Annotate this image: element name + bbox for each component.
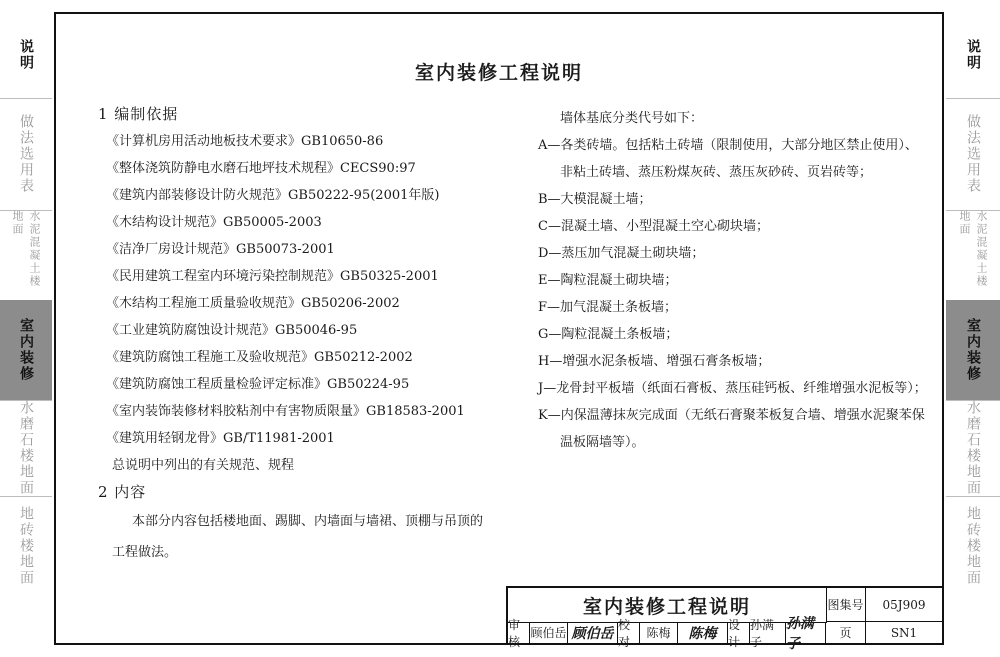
wall-type: 温板隔墙等）。	[560, 435, 645, 450]
side-tab-dizhuan[interactable]: 地砖楼地面	[965, 506, 981, 586]
side-tab-shuoming[interactable]: 说明	[0, 12, 52, 99]
title-block	[506, 586, 942, 652]
side-tab-zuofa[interactable]: 做法选用表	[946, 98, 1000, 211]
wall-type: 非粘土砖墙、蒸压粉煤灰砖、蒸压灰砂砖、页岩砖等；	[560, 165, 873, 180]
side-tab-shinei[interactable]: 室内装修	[0, 300, 52, 401]
page-number: SN1	[890, 625, 918, 640]
side-tab-shuoming[interactable]: 说明	[946, 12, 1000, 99]
wall-type: B—大模混凝土墙；	[538, 192, 652, 207]
designer-signature: 孙满子	[786, 622, 826, 643]
standard-item: 《木结构工程施工质量验收规范》GB50206-2002	[106, 296, 400, 311]
reviewer-name: 顾伯岳	[530, 622, 568, 643]
side-tab-shinei[interactable]: 室内装修	[946, 300, 1000, 401]
side-tab-shuimoshi[interactable]: 水磨石楼地面	[946, 400, 1000, 497]
standard-item: 《建筑用轻钢龙骨》GB/T11981-2001	[106, 431, 335, 446]
standard-item: 《民用建筑工程室内环境污染控制规范》GB50325-2001	[106, 269, 439, 284]
side-tab-zuofa[interactable]: 做法选用表	[0, 98, 52, 211]
atlas-number: 05J909	[866, 588, 942, 622]
standard-item: 《洁净厂房设计规范》GB50073-2001	[106, 242, 335, 257]
standard-item: 《建筑防腐蚀工程施工及验收规范》GB50212-2002	[106, 350, 413, 365]
section2-text: 工程做法。	[112, 545, 178, 560]
standard-item: 《建筑内部装修设计防火规范》GB50222-95(2001年版)	[106, 188, 440, 203]
section1-heading: 1 编制依据	[98, 105, 179, 123]
standard-item: 《建筑防腐蚀工程质量检验评定标准》GB50224-95	[106, 377, 410, 392]
wall-type: E—陶粒混凝土砌块墙；	[538, 273, 678, 288]
side-tab-dizhuan[interactable]: 地砖楼地面	[18, 506, 34, 586]
checker-name: 陈梅	[640, 622, 678, 643]
wall-type: A—各类砖墙。包括粘土砖墙（限制使用，大部分地区禁止使用）、	[538, 138, 918, 153]
side-tab-shuimoshi[interactable]: 水磨石楼地面	[0, 400, 52, 497]
standard-item: 《木结构设计规范》GB50005-2003	[106, 215, 322, 230]
standards-note: 总说明中列出的有关规范、规程	[112, 458, 295, 473]
side-tab-shuini[interactable]: 水泥混凝土楼地面	[0, 210, 52, 301]
page-label: 页	[826, 622, 866, 643]
section2-text: 本部分内容包括楼地面、踢脚、内墙面与墙裙、顶棚与吊顶的	[132, 514, 484, 529]
standard-item: 《室内装饰装修材料胶粘剂中有害物质限量》GB18583-2001	[106, 404, 465, 419]
side-tab-shuini[interactable]: 水泥混凝土楼地面	[946, 210, 1000, 301]
wall-type: H—增强水泥条板墙、增强石膏条板墙；	[538, 354, 771, 369]
drawing-frame	[54, 12, 944, 652]
left-column	[98, 101, 518, 568]
design-label: 设计	[728, 622, 750, 643]
review-label: 审核	[508, 622, 530, 643]
wall-type: J—龙骨封平板墙（纸面石膏板、蒸压硅钙板、纤维增强水泥板等）；	[538, 381, 927, 396]
page-title: 室内装修工程说明	[414, 62, 583, 84]
atlas-label: 图集号	[826, 588, 866, 622]
wall-type: K—内保温薄抹灰完成面（无纸石膏聚苯板复合墙、增强水泥聚苯保	[538, 408, 925, 423]
wall-type: F—加气混凝土条板墙；	[538, 300, 678, 315]
wall-type: G—陶粒混凝土条板墙；	[538, 327, 679, 342]
standard-item: 《工业建筑防腐蚀设计规范》GB50046-95	[106, 323, 358, 338]
reviewer-signature: 顾伯岳	[568, 622, 618, 643]
right-column	[538, 105, 938, 456]
wall-intro: 墙体基底分类代号如下：	[560, 111, 704, 126]
checker-signature: 陈梅	[678, 622, 728, 643]
wall-type: C—混凝土墙、小型混凝土空心砌块墙；	[538, 219, 769, 234]
title-block-title: 室内装修工程说明	[508, 588, 827, 623]
check-label: 校对	[618, 622, 640, 643]
standard-item: 《计算机房用活动地板技术要求》GB10650-86	[106, 134, 384, 149]
wall-type: D—蒸压加气混凝土砌块墙；	[538, 246, 705, 261]
standard-item: 《整体浇筑防静电水磨石地坪技术规程》CECS90:97	[106, 161, 416, 176]
designer-name: 孙满子	[750, 622, 786, 643]
section2-heading: 2 内容	[98, 483, 147, 501]
